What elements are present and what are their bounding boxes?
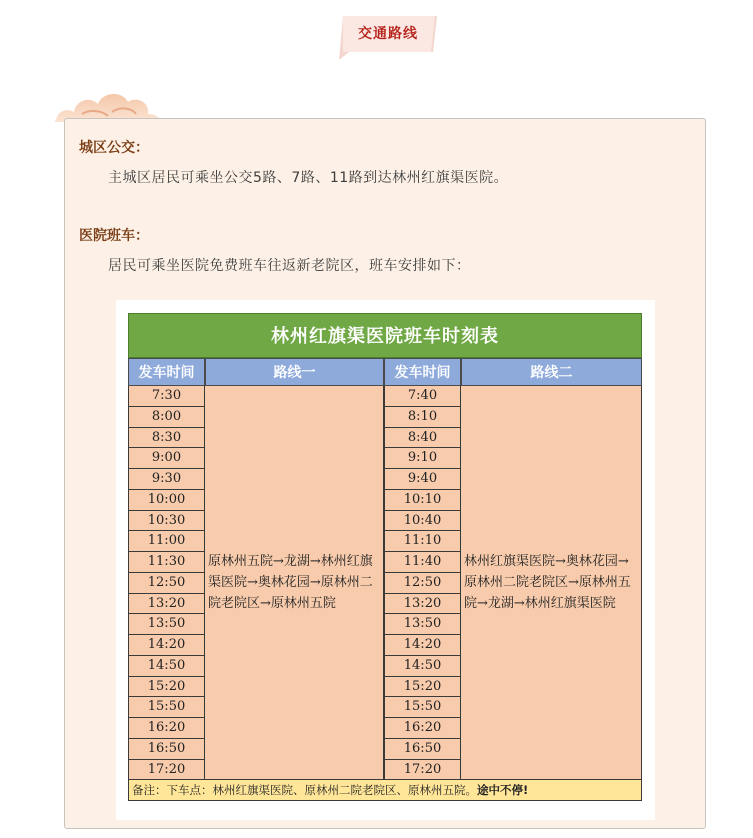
departure-time-cell: 13:50 <box>384 614 461 635</box>
departure-time-cell: 14:20 <box>128 635 205 656</box>
header-route-1: 路线一 <box>205 358 384 386</box>
header-departure-time-2: 发车时间 <box>384 358 461 386</box>
departure-time-cell: 13:20 <box>384 594 461 615</box>
departure-time-cell: 7:30 <box>128 386 205 407</box>
departure-time-cell: 16:20 <box>384 718 461 739</box>
header-departure-time-1: 发车时间 <box>128 358 205 386</box>
departure-time-cell: 8:30 <box>128 428 205 449</box>
timetable <box>128 313 643 815</box>
timetable-image <box>116 300 655 820</box>
info-card <box>64 118 706 829</box>
departure-time-cell: 17:20 <box>384 760 461 781</box>
departure-time-cell: 16:50 <box>384 739 461 760</box>
departure-time-cell: 10:10 <box>384 490 461 511</box>
departure-time-cell: 12:50 <box>128 573 205 594</box>
departure-time-cell: 8:00 <box>128 407 205 428</box>
departure-time-cell: 14:50 <box>128 656 205 677</box>
bus-section-text: 主城区居民可乘坐公交5路、7路、11路到达林州红旗渠医院。 <box>108 170 509 186</box>
section-tag <box>339 16 437 58</box>
departure-time-cell: 14:20 <box>384 635 461 656</box>
departure-time-cell: 9:30 <box>128 469 205 490</box>
departure-time-cell: 13:20 <box>128 594 205 615</box>
departure-time-cell: 15:20 <box>384 677 461 698</box>
departure-time-cell: 17:20 <box>128 760 205 781</box>
departure-time-cell: 14:50 <box>384 656 461 677</box>
departure-time-cell: 7:40 <box>384 386 461 407</box>
departure-time-cell: 15:50 <box>384 697 461 718</box>
route1-description <box>205 386 384 780</box>
route1-text: 原林州五院→龙湖→林州红旗渠医院→奥林花园→原林州二院老院区→原林州五院 <box>208 554 373 611</box>
departure-time-cell: 15:20 <box>128 677 205 698</box>
departure-time-cell: 8:40 <box>384 428 461 449</box>
note-emphasis: 途中不停! <box>477 783 529 797</box>
timetable-title: 林州红旗渠医院班车时刻表 <box>128 313 642 358</box>
section-tag-label: 交通路线 <box>358 26 418 42</box>
header-route-2: 路线二 <box>461 358 642 386</box>
timetable-note <box>128 780 642 801</box>
departure-time-cell: 9:40 <box>384 469 461 490</box>
departure-time-cell: 16:20 <box>128 718 205 739</box>
departure-time-cell: 8:10 <box>384 407 461 428</box>
route1-times-column <box>128 386 205 780</box>
departure-time-cell: 10:00 <box>128 490 205 511</box>
departure-time-cell: 10:40 <box>384 511 461 532</box>
departure-time-cell: 11:30 <box>128 552 205 573</box>
departure-time-cell: 10:30 <box>128 511 205 532</box>
route2-text: 林州红旗渠医院→奥林花园→原林州二院老院区→原林州五院→龙湖→林州红旗渠医院 <box>464 554 631 611</box>
route2-description <box>461 386 642 780</box>
bus-section-title: 城区公交： <box>79 140 149 156</box>
departure-time-cell: 11:40 <box>384 552 461 573</box>
shuttle-section-title: 医院班车： <box>79 228 149 244</box>
departure-time-cell: 11:10 <box>384 531 461 552</box>
route2-times-column <box>384 386 461 780</box>
departure-time-cell: 15:50 <box>128 697 205 718</box>
departure-time-cell: 16:50 <box>128 739 205 760</box>
departure-time-cell: 12:50 <box>384 573 461 594</box>
shuttle-section-text: 居民可乘坐医院免费班车往返新老院区，班车安排如下： <box>108 258 471 274</box>
departure-time-cell: 9:00 <box>128 448 205 469</box>
departure-time-cell: 13:50 <box>128 614 205 635</box>
departure-time-cell: 9:10 <box>384 448 461 469</box>
note-text: 备注：下车点：林州红旗渠医院、原林州二院老院区、原林州五院。 <box>132 783 477 797</box>
departure-time-cell: 11:00 <box>128 531 205 552</box>
